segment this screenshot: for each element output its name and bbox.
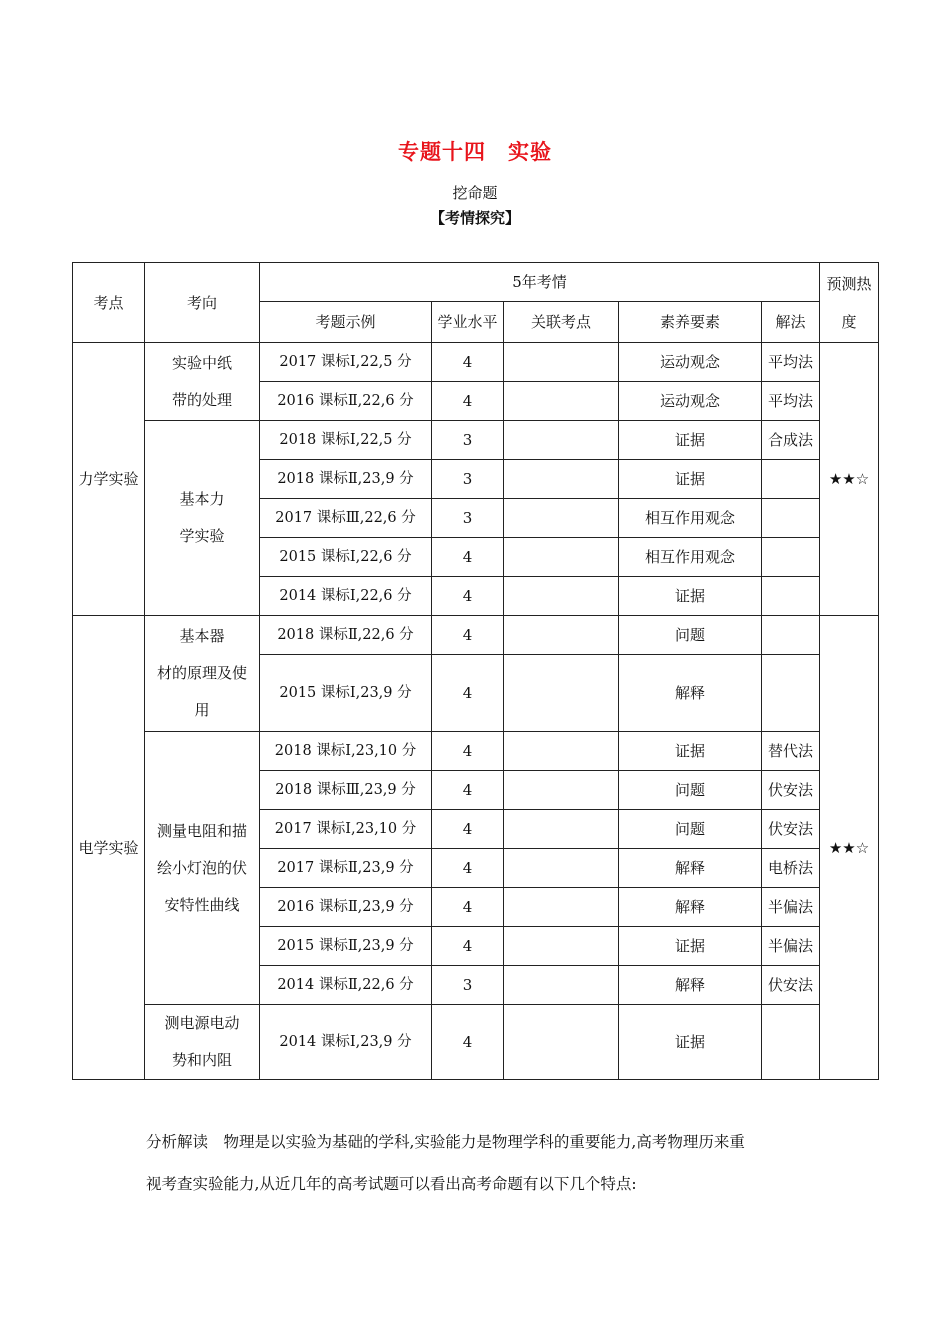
- literacy-cell: 问题: [619, 616, 762, 655]
- kaoxiang-line: 基本力: [179, 490, 225, 508]
- table-row: [73, 732, 879, 771]
- table-row: [73, 616, 879, 655]
- related-cell: [504, 421, 619, 460]
- example-cell: 2018 课标Ⅱ,22,6 分: [260, 616, 432, 655]
- analysis-line-1: 分析解读 物理是以实验为基础的学科,实验能力是物理学科的重要能力,高考物理历来重: [146, 1133, 745, 1151]
- header-heat-line2: 度: [841, 312, 857, 331]
- example-cell: 2017 课标Ⅲ,22,6 分: [260, 499, 432, 538]
- level-cell: 4: [432, 927, 504, 966]
- table-row: [73, 343, 879, 382]
- example-cell: 2014 课标Ⅰ,23,9 分: [260, 1005, 432, 1080]
- method-cell: 伏安法: [762, 771, 820, 810]
- literacy-cell: 解释: [619, 655, 762, 732]
- kaoxiang-line: 安特性曲线: [164, 895, 240, 914]
- literacy-cell: 解释: [619, 888, 762, 927]
- literacy-cell: 运动观念: [619, 343, 762, 382]
- kaoxiang-cell: [145, 421, 260, 616]
- example-cell: 2018 课标Ⅱ,23,9 分: [260, 460, 432, 499]
- kaoxiang-line: 材的原理及使: [156, 664, 247, 682]
- related-cell: [504, 1005, 619, 1080]
- literacy-cell: 运动观念: [619, 382, 762, 421]
- kaodian-cell: 力学实验: [73, 343, 145, 616]
- level-cell: 4: [432, 577, 504, 616]
- literacy-cell: 解释: [619, 966, 762, 1005]
- example-cell: 2014 课标Ⅱ,22,6 分: [260, 966, 432, 1005]
- related-cell: [504, 966, 619, 1005]
- example-cell: 2017 课标Ⅰ,22,5 分: [260, 343, 432, 382]
- header-method: 解法: [762, 302, 820, 343]
- literacy-cell: 证据: [619, 421, 762, 460]
- header-kaoxiang: 考向: [145, 263, 260, 343]
- method-cell: [762, 655, 820, 732]
- table-row: [73, 421, 879, 460]
- literacy-cell: 证据: [619, 577, 762, 616]
- header-heat-line1: 预测热: [826, 274, 872, 293]
- example-cell: 2016 课标Ⅱ,23,9 分: [260, 888, 432, 927]
- method-cell: 合成法: [762, 421, 820, 460]
- level-cell: 4: [432, 849, 504, 888]
- related-cell: [504, 499, 619, 538]
- table-row: [73, 1005, 879, 1080]
- literacy-cell: 证据: [619, 732, 762, 771]
- header-related: 关联考点: [504, 302, 619, 343]
- method-cell: 电桥法: [762, 849, 820, 888]
- example-cell: 2016 课标Ⅱ,22,6 分: [260, 382, 432, 421]
- kaoxiang-line: 带的处理: [171, 390, 232, 409]
- related-cell: [504, 771, 619, 810]
- example-cell: 2014 课标Ⅰ,22,6 分: [260, 577, 432, 616]
- method-cell: 平均法: [762, 382, 820, 421]
- level-cell: 4: [432, 655, 504, 732]
- level-cell: 3: [432, 421, 504, 460]
- header-example: 考题示例: [260, 302, 432, 343]
- related-cell: [504, 538, 619, 577]
- header-heat: [820, 263, 879, 343]
- kaoxiang-line: 测电源电动: [164, 1014, 240, 1032]
- kaoxiang-cell: [145, 616, 260, 732]
- level-cell: 4: [432, 810, 504, 849]
- section-heading: 【考情探究】: [429, 209, 520, 227]
- level-cell: 4: [432, 771, 504, 810]
- level-cell: 3: [432, 460, 504, 499]
- page-title: 专题十四 实验: [398, 139, 552, 164]
- method-cell: [762, 499, 820, 538]
- method-cell: 半偏法: [762, 927, 820, 966]
- heat-rating: ★★☆: [820, 616, 879, 1080]
- kaoxiang-line: 学实验: [179, 527, 225, 545]
- level-cell: 4: [432, 343, 504, 382]
- level-cell: 3: [432, 966, 504, 1005]
- kaoxiang-line: 用: [194, 701, 210, 719]
- header-kaodian: 考点: [73, 263, 145, 343]
- level-cell: 4: [432, 382, 504, 421]
- header-level: 学业水平: [432, 302, 504, 343]
- method-cell: [762, 538, 820, 577]
- literacy-cell: 解释: [619, 849, 762, 888]
- related-cell: [504, 382, 619, 421]
- related-cell: [504, 927, 619, 966]
- analysis-line-2: 视考查实验能力,从近几年的高考试题可以看出高考命题有以下几个特点:: [146, 1175, 637, 1193]
- kaoxiang-line: 势和内阻: [171, 1051, 232, 1069]
- level-cell: 4: [432, 732, 504, 771]
- heat-rating: ★★☆: [820, 343, 879, 616]
- kaoxiang-line: 基本器: [179, 627, 225, 645]
- literacy-cell: 证据: [619, 460, 762, 499]
- table-body: [73, 343, 879, 1080]
- related-cell: [504, 616, 619, 655]
- related-cell: [504, 460, 619, 499]
- header-five-year: 5年考情: [260, 263, 820, 302]
- example-cell: 2015 课标Ⅱ,23,9 分: [260, 927, 432, 966]
- related-cell: [504, 888, 619, 927]
- kaoxiang-line: 测量电阻和描: [156, 821, 247, 840]
- method-cell: 替代法: [762, 732, 820, 771]
- example-cell: 2017 课标Ⅰ,23,10 分: [260, 810, 432, 849]
- method-cell: 伏安法: [762, 966, 820, 1005]
- method-cell: [762, 460, 820, 499]
- kaoxiang-cell: [145, 1005, 260, 1080]
- related-cell: [504, 732, 619, 771]
- literacy-cell: 证据: [619, 927, 762, 966]
- method-cell: [762, 577, 820, 616]
- method-cell: 伏安法: [762, 810, 820, 849]
- level-cell: 4: [432, 616, 504, 655]
- related-cell: [504, 849, 619, 888]
- example-cell: 2018 课标Ⅰ,23,10 分: [260, 732, 432, 771]
- example-cell: 2015 课标Ⅰ,22,6 分: [260, 538, 432, 577]
- related-cell: [504, 655, 619, 732]
- literacy-cell: 问题: [619, 771, 762, 810]
- literacy-cell: 证据: [619, 1005, 762, 1080]
- example-cell: 2017 课标Ⅱ,23,9 分: [260, 849, 432, 888]
- example-cell: 2015 课标Ⅰ,23,9 分: [260, 655, 432, 732]
- kaoxiang-line: 实验中纸: [171, 353, 232, 372]
- kaoxiang-cell: [145, 732, 260, 1005]
- level-cell: 3: [432, 499, 504, 538]
- method-cell: [762, 616, 820, 655]
- related-cell: [504, 343, 619, 382]
- method-cell: 半偏法: [762, 888, 820, 927]
- level-cell: 4: [432, 1005, 504, 1080]
- kaoxiang-cell: [145, 343, 260, 421]
- exam-analysis-table: [72, 262, 879, 1080]
- example-cell: 2018 课标Ⅰ,22,5 分: [260, 421, 432, 460]
- level-cell: 4: [432, 888, 504, 927]
- kaodian-cell: 电学实验: [73, 616, 145, 1080]
- subtitle: 挖命题: [452, 184, 498, 202]
- related-cell: [504, 577, 619, 616]
- literacy-cell: 问题: [619, 810, 762, 849]
- header-literacy: 素养要素: [619, 302, 762, 343]
- literacy-cell: 相互作用观念: [619, 538, 762, 577]
- example-cell: 2018 课标Ⅲ,23,9 分: [260, 771, 432, 810]
- literacy-cell: 相互作用观念: [619, 499, 762, 538]
- method-cell: 平均法: [762, 343, 820, 382]
- method-cell: [762, 1005, 820, 1080]
- kaoxiang-line: 绘小灯泡的伏: [156, 858, 247, 877]
- related-cell: [504, 810, 619, 849]
- level-cell: 4: [432, 538, 504, 577]
